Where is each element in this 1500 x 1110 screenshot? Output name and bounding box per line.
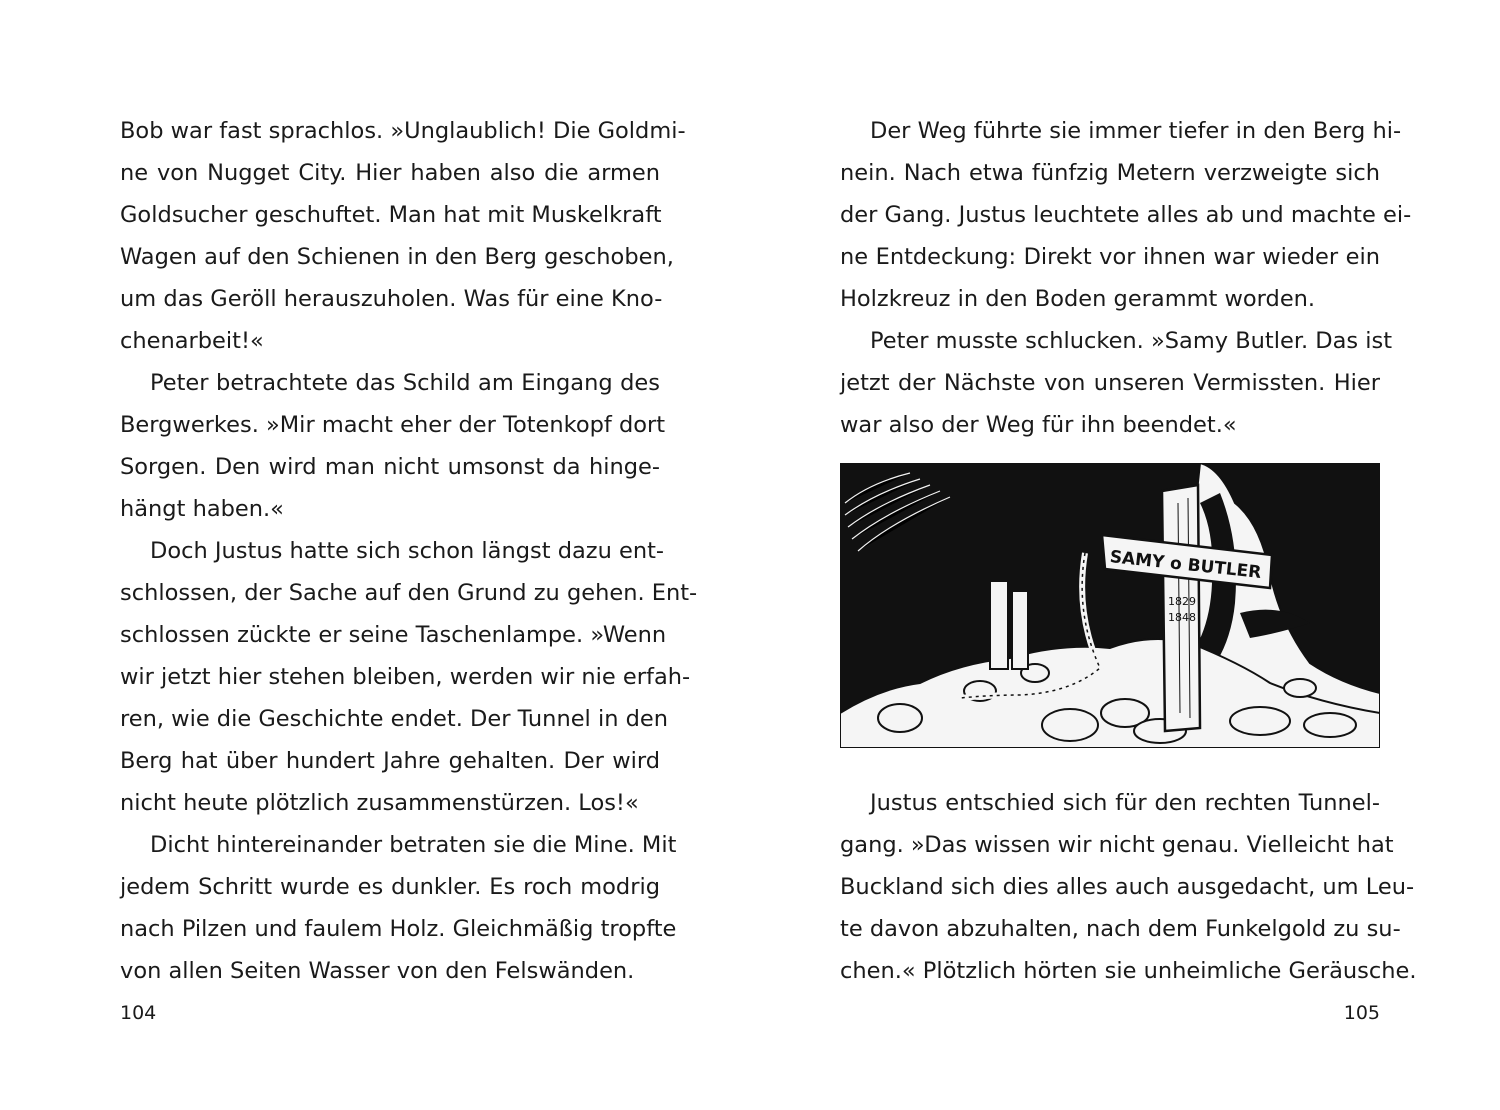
text-line: Bergwerkes. »Mir macht eher der Totenkopf dort bbox=[120, 412, 666, 438]
text-line: chenarbeit!« bbox=[120, 328, 264, 354]
text-line: ne Entdeckung: Direkt vor ihnen war wieder ein bbox=[840, 244, 1380, 270]
text-line: Bob war fast sprachlos. »Unglaublich! Die Goldmi- bbox=[120, 118, 686, 144]
text-line: von allen Seiten Wasser von den Felswänden. bbox=[120, 958, 635, 984]
page-number: 104 bbox=[120, 1002, 157, 1024]
text-line: nicht heute plötzlich zusammenstürzen. Los!« bbox=[120, 790, 639, 816]
text-line: Sorgen. Den wird man nicht umsonst da hinge- bbox=[120, 454, 660, 480]
right-page-text-bottom bbox=[840, 782, 1417, 992]
text-line: Dicht hintereinander betraten sie die Mine. Mit bbox=[150, 832, 677, 858]
text-line: Peter betrachtete das Schild am Eingang des bbox=[150, 370, 660, 396]
text-line: nein. Nach etwa fünfzig Metern verzweigte sich bbox=[840, 160, 1380, 186]
text-line: ne von Nugget City. Hier haben also die armen bbox=[120, 160, 660, 186]
text-line: gang. »Das wissen wir nicht genau. Vielleicht hat bbox=[840, 832, 1394, 858]
text-line: Goldsucher geschuftet. Man hat mit Muskelkraft bbox=[120, 202, 662, 228]
text-line: wir jetzt hier stehen bleiben, werden wir nie erfah- bbox=[120, 664, 691, 690]
text-line: jetzt der Nächste von unseren Vermissten. Hier bbox=[840, 370, 1380, 396]
text-line: war also der Weg für ihn beendet.« bbox=[840, 412, 1237, 438]
text-line: Holzkreuz in den Boden gerammt worden. bbox=[840, 286, 1316, 312]
text-line: schlossen zückte er seine Taschenlampe. »Wenn bbox=[120, 622, 667, 648]
text-line: der Gang. Justus leuchtete alles ab und machte ei- bbox=[840, 202, 1412, 228]
year-died: 1848 bbox=[1168, 611, 1196, 624]
text-line: Doch Justus hatte sich schon längst dazu ent- bbox=[150, 538, 665, 564]
sign-text: SAMY o BUTLER bbox=[1108, 547, 1263, 583]
cross-beam bbox=[1162, 485, 1200, 731]
text-line: Peter musste schlucken. »Samy Butler. Das ist bbox=[870, 328, 1393, 354]
left-page-text bbox=[120, 110, 698, 992]
text-line: Wagen auf den Schienen in den Berg geschoben, bbox=[120, 244, 674, 270]
text-line: Berg hat über hundert Jahre gehalten. Der wird bbox=[120, 748, 660, 774]
page-number: 105 bbox=[1343, 1002, 1380, 1024]
grave-cross-illustration bbox=[840, 463, 1380, 748]
broken-posts bbox=[990, 581, 1028, 669]
text-line: Der Weg führte sie immer tiefer in den Berg hi- bbox=[870, 118, 1402, 144]
right-page-text-top bbox=[840, 110, 1412, 446]
text-line: ren, wie die Geschichte endet. Der Tunnel in den bbox=[120, 706, 668, 732]
text-line: hängt haben.« bbox=[120, 496, 284, 522]
year-born: 1829 bbox=[1168, 595, 1196, 608]
text-line: schlossen, der Sache auf den Grund zu gehen. Ent- bbox=[120, 580, 698, 606]
text-line: chen.« Plötzlich hörten sie unheimliche Geräusche. bbox=[840, 958, 1417, 984]
text-line: jedem Schritt wurde es dunkler. Es roch modrig bbox=[120, 874, 660, 900]
text-line: te davon abzuhalten, nach dem Funkelgold zu su- bbox=[840, 916, 1401, 942]
text-line: Buckland sich dies alles auch ausgedacht, um Leu- bbox=[840, 874, 1415, 900]
text-line: Justus entschied sich für den rechten Tunnel- bbox=[870, 790, 1380, 816]
text-line: nach Pilzen und faulem Holz. Gleichmäßig tropfte bbox=[120, 916, 677, 942]
text-line: um das Geröll herauszuholen. Was für eine Kno- bbox=[120, 286, 663, 312]
